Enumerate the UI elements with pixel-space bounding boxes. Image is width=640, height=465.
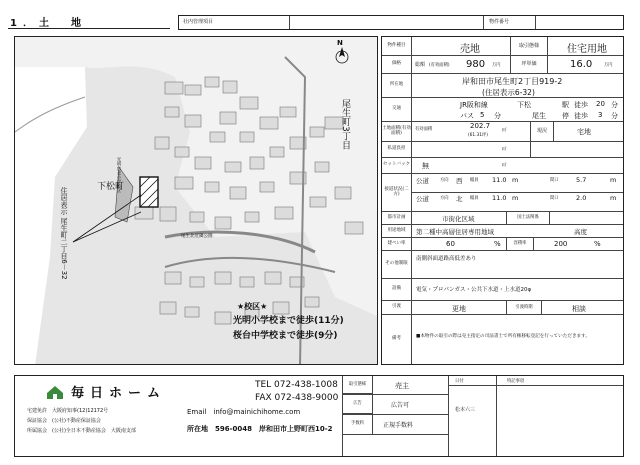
walk2-min: 分 bbox=[611, 112, 618, 120]
row-facilities bbox=[382, 279, 623, 301]
walk2-label: 徒歩 bbox=[574, 112, 588, 120]
property-form bbox=[381, 36, 624, 365]
divider bbox=[412, 192, 623, 193]
mgmt-label: 社内管理項目 bbox=[183, 19, 214, 25]
school-line-1: 光明小学校まで徒歩(11分) bbox=[233, 316, 344, 326]
bus-label: バス bbox=[460, 112, 474, 120]
divider bbox=[343, 394, 448, 395]
date-label: 日付 bbox=[455, 379, 464, 384]
setback-value: 無 bbox=[422, 162, 429, 170]
map-label-park: 尾生北近隣公園 bbox=[181, 234, 213, 239]
address-sub: (住居表示6-32) bbox=[482, 88, 535, 97]
row-setback bbox=[382, 158, 623, 174]
address-value: 岸和田市尾生町2丁目919-2 bbox=[462, 77, 563, 86]
zoning-label: 用途地域 bbox=[382, 225, 412, 237]
delivery-value: 更地 bbox=[452, 305, 466, 313]
road2-frontage: 2.0 bbox=[576, 194, 587, 202]
road1-m: m bbox=[610, 176, 617, 184]
divider bbox=[530, 142, 554, 157]
m2-unit: ㎡ bbox=[502, 128, 507, 133]
divider bbox=[343, 414, 448, 415]
area-value: 980 bbox=[466, 59, 486, 70]
company-footer bbox=[14, 375, 624, 457]
facilities-value: 電気・プロパンガス・公共下水道・上水道20φ bbox=[416, 287, 532, 293]
line-value: JR阪和線 bbox=[460, 101, 488, 109]
divider bbox=[483, 16, 484, 29]
ad-label: 広告 bbox=[343, 394, 373, 414]
city-plan-label: 都市計画 bbox=[382, 212, 412, 224]
house-logo-icon bbox=[45, 384, 65, 400]
management-bar bbox=[178, 15, 624, 30]
row-private-road bbox=[382, 142, 623, 158]
setback-label: セットバック bbox=[382, 158, 412, 173]
manage-label: 取引態様 bbox=[343, 376, 373, 394]
road2-type: 公道 bbox=[416, 195, 429, 203]
land-law-label: 国土法関係 bbox=[506, 212, 550, 224]
current-value: 宅地 bbox=[577, 128, 591, 136]
walk-value: 20 bbox=[596, 100, 605, 108]
row-bcr bbox=[382, 238, 623, 251]
far-pct: % bbox=[594, 240, 601, 248]
far-label: 容積率 bbox=[506, 238, 534, 250]
divider bbox=[289, 16, 290, 29]
private-road-label: 私道負担 bbox=[382, 142, 412, 157]
area-unit: 万円 bbox=[492, 63, 501, 68]
traffic-label: 交通 bbox=[382, 98, 412, 121]
item-no-label: 物件番号 bbox=[489, 19, 510, 25]
m2-unit: ㎡ bbox=[502, 163, 507, 168]
unit-price-label: 坪単価 bbox=[510, 56, 548, 73]
road2-width: 11.0 bbox=[492, 194, 507, 202]
north-arrow-icon: N bbox=[337, 39, 343, 47]
road2-width-label: 幅員 bbox=[470, 196, 479, 201]
bcr-label: 建ぺい率 bbox=[382, 238, 412, 250]
land-area-tsubo: (61.31坪) bbox=[468, 133, 488, 138]
divider bbox=[497, 385, 623, 386]
map-label-onoe: 尾生町3丁目 bbox=[340, 99, 350, 150]
row-remarks bbox=[382, 315, 623, 364]
delivery-label: 引渡 bbox=[382, 301, 412, 314]
row-city-plan bbox=[382, 212, 623, 225]
road1-frontage-label: 間口 bbox=[550, 178, 559, 183]
bus-value: 5 bbox=[480, 111, 485, 119]
staff-block bbox=[449, 376, 497, 456]
divider bbox=[343, 434, 448, 435]
price-label: 価格 bbox=[382, 56, 412, 73]
special-label: 特記事項 bbox=[507, 379, 525, 384]
license-3: 所属協会 (公社)全日本不動産協会 大阪南支部 bbox=[27, 428, 136, 434]
school-line-2: 桜台中学校まで徒歩(9分) bbox=[233, 331, 338, 341]
transaction-label: 取引態様 bbox=[510, 37, 548, 55]
far-value: 200 bbox=[554, 240, 568, 248]
land-area-label: 土地面積(有効面積) bbox=[382, 122, 412, 141]
fee-value: 正規手数料 bbox=[383, 422, 414, 429]
land-area-note: 有効面積 bbox=[415, 127, 433, 132]
unit-price-unit: 万円 bbox=[604, 63, 613, 68]
map-label-juukyo: 住居表示 尾生町二丁目6－32 bbox=[60, 187, 68, 280]
other-limits-label: その他制限 bbox=[382, 251, 412, 278]
company-info bbox=[15, 376, 343, 456]
fee-label: 手数料 bbox=[343, 414, 373, 434]
bcr-value: 60 bbox=[446, 240, 455, 248]
height-value: 高度 bbox=[574, 228, 587, 236]
manage-value: 売主 bbox=[395, 382, 409, 390]
road1-type: 公道 bbox=[416, 177, 429, 185]
bcr-pct: % bbox=[494, 240, 501, 248]
row-address bbox=[382, 74, 623, 98]
row-traffic bbox=[382, 98, 623, 122]
row-price bbox=[382, 56, 623, 74]
location-map[interactable] bbox=[14, 36, 378, 365]
city-plan-value: 市街化区域 bbox=[442, 215, 475, 223]
transaction-value: 住宅用地 bbox=[567, 44, 607, 55]
map-label-school: 光明台北小学校区 bbox=[116, 157, 121, 193]
type-value: 売地 bbox=[460, 44, 480, 55]
zoning-value: 第二種中高層住居専用地域 bbox=[416, 228, 494, 236]
road2-m: m bbox=[610, 194, 617, 202]
unit-price-value: 16.0 bbox=[570, 59, 593, 70]
road2-dir-label: 方向 bbox=[440, 196, 449, 201]
page-title: 1．土 地 bbox=[10, 18, 87, 29]
bus-min: 分 bbox=[494, 112, 501, 120]
area-label: 総額 bbox=[415, 62, 426, 68]
road2-dir: 北 bbox=[456, 195, 463, 203]
row-roads bbox=[382, 174, 623, 212]
remarks-value: ■本物件の取引の際は売主指定の司法書士で所有権移転登記を行っていただきます。 bbox=[416, 334, 590, 339]
road-label: 接道状況(二方) bbox=[382, 174, 412, 211]
staff-value: 松本六三 bbox=[455, 407, 476, 413]
stop-value: 尾生 bbox=[532, 112, 546, 120]
area-note: (有効面積) bbox=[429, 63, 450, 68]
station-value: 下松 bbox=[517, 101, 531, 109]
road1-unit: m bbox=[512, 176, 519, 184]
fax: FAX 072-438-9000 bbox=[255, 393, 339, 403]
m2-unit: ㎡ bbox=[502, 147, 507, 152]
license-2: 保証協会 (公社)不動産保証協会 bbox=[27, 418, 101, 424]
title-underline bbox=[8, 28, 170, 29]
terms-block bbox=[343, 376, 449, 456]
road1-width-label: 幅員 bbox=[470, 178, 479, 183]
road1-dir: 西 bbox=[456, 177, 463, 185]
address-label: 所在地 bbox=[382, 74, 412, 97]
station-label: 駅 bbox=[562, 101, 569, 109]
remarks-label: 備考 bbox=[382, 315, 412, 364]
divider bbox=[449, 385, 496, 386]
walk2-value: 3 bbox=[598, 111, 603, 119]
land-area-value: 202.7 bbox=[470, 122, 491, 130]
row-zoning bbox=[382, 225, 623, 238]
ad-value: 広告可 bbox=[391, 402, 410, 409]
stop-label: 停 bbox=[562, 112, 569, 120]
road1-dir-label: 方向 bbox=[440, 178, 449, 183]
school-header: ★校区★ bbox=[237, 302, 268, 311]
current-label: 現況 bbox=[530, 122, 554, 141]
email[interactable]: Email info@mainichihome.com bbox=[187, 408, 301, 416]
row-delivery bbox=[382, 301, 623, 315]
walk-label: 徒歩 bbox=[574, 101, 588, 109]
tel[interactable]: TEL 072-438-1008 bbox=[255, 380, 338, 390]
road1-width: 11.0 bbox=[492, 176, 507, 184]
walk-min: 分 bbox=[611, 101, 618, 109]
row-land-area bbox=[382, 122, 623, 142]
road2-unit: m bbox=[512, 194, 519, 202]
road1-frontage: 5.7 bbox=[576, 176, 587, 184]
delivery-time-label: 引渡時期 bbox=[506, 301, 542, 314]
other-limits-value: 南側斜面道路高低差あり bbox=[416, 256, 477, 262]
map-label-shimomatsu: 下松町 bbox=[97, 182, 125, 192]
facilities-label: 設備 bbox=[382, 279, 412, 300]
road2-frontage-label: 間口 bbox=[550, 196, 559, 201]
row-type bbox=[382, 37, 623, 56]
company-logo-text: 毎日ホーム bbox=[71, 386, 167, 401]
type-label: 物件種目 bbox=[382, 37, 412, 55]
license-1: 宅建免許 大阪府知事(12)12172号 bbox=[27, 408, 109, 414]
delivery-time-value: 相談 bbox=[572, 305, 586, 313]
divider bbox=[535, 16, 536, 29]
company-address: 所在地 596-0048 岸和田市上野町西10-2 bbox=[187, 425, 333, 433]
row-other-limits bbox=[382, 251, 623, 279]
